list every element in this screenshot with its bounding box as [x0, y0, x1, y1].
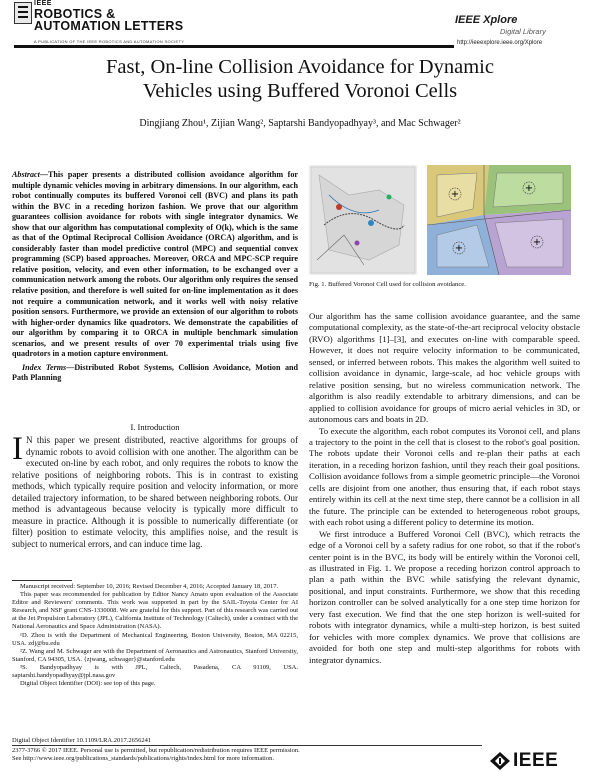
fig-robot-plus: +	[532, 237, 542, 248]
abstract-block	[12, 170, 298, 384]
fig-robot-marker	[387, 195, 392, 200]
abstract-dash: —	[39, 170, 48, 179]
footnote-received: Manuscript received: September 10, 2016; Revised December 4, 2016; Accepted January 18, 2017.	[20, 583, 279, 590]
footnote-author1: ¹D. Zhou is with the Department of Mechanical Engineering, Boston University, Boston, MA 02215, USA. zdj@bu.edu	[12, 631, 298, 647]
fig-robot-plus: +	[524, 183, 534, 194]
footnote-rule	[12, 580, 72, 581]
fig-robot-marker	[336, 204, 342, 210]
abstract-text: This paper presents a distributed collision avoidance algorithm for multiple dynamic vehicles moving in arbitrary dimensions. In our algorithm, each robot continually computes its buffered Voronoi cell (BVC) and plans its path within the BVC in a receding horizon fashion. We prove that our algorithm guarantees collision avoidance for robots with single integrator dynamics. We show that our algorithm has computational complexity of O(k), which is the same as that of the Optimal Reciprocal Collision Avoidance (ORCA) algorithm, and is considerably faster than model predictive control (MPC) and sequential convex programming (SCP) based approaches. Moreover, ORCA and MPC-SCP require relative position, velocity, and even other information, to be exchanged over a communication network among the robots. Our algorithm only requires the sensed relative position, and therefore is well suited for on-line implementation as it does not require a communication network, and it works well with noisy relative position sensors. Furthermore, we provide an extension of our algorithm to robots with higher-order dynamics like quadrotors. We demonstrate the capabilities of our algorithm by comparing it to ORCA in multiple benchmark simulation scenarios, and we present results of over 70 experimental trials using five quadrotors in a motion capture environment.	[12, 170, 298, 359]
xplore-subtitle: Digital Library	[500, 27, 546, 36]
doi-line: Digital Object Identifier 10.1109/LRA.2017.2656241	[12, 737, 152, 744]
fig-robot-marker	[368, 220, 374, 226]
right-paragraph-2: To execute the algorithm, each robot computes its Voronoi cell, and plans a trajectory to the point in the cell that is closest to the robot's goal position. The robots update their Voronoi cells and re-plan their paths at each iteration, in a receding horizon fashion, until they reach their goal positions. Collision avoidance follows from a simple geometric principle—the Voronoi cells are disjoint from one another, thus ensuring that, if each robot stays entirely within its cell at the next time step, there cannot be a collision in all the future. The principle can be extended to heterogeneous robot groups, with each robot using a different policy to determine its motion.	[309, 425, 580, 528]
ieee-logo-text: IEEE	[513, 750, 559, 771]
figure-1-image	[309, 165, 571, 275]
journal-top-label: IEEE	[34, 0, 52, 7]
abstract-label: Abstract	[12, 170, 40, 179]
xplore-url[interactable]: http://ieeexplore.ieee.org/Xplore	[457, 40, 543, 46]
journal-name-line2: AUTOMATION LETTERS	[34, 19, 184, 33]
footnote-doi-note: Digital Object Identifier (DOI): see top of this page.	[20, 680, 156, 688]
footnote-author3: ³S. Bandyopadhyay is with JPL, Caltech, Pasadena, CA 91109, USA. saptarshi.bandyopadhyay@jpl.nasa.gov	[12, 663, 298, 680]
index-terms-label: Index Terms	[22, 362, 67, 372]
figure-1-caption: Fig. 1. Buffered Voronoi Cell used for collision avoidance.	[309, 281, 466, 288]
copyright-block	[12, 747, 482, 764]
footnote-support: This paper was recommended for publication by Editor Nancy Amato upon evaluation of the Associate Editor and Reviewers' comments. This work was supported in part by the SAIL-Toyota Center for AI Research, and NSF grant CNS-1330008. We are grateful for this support. Part of this research was carried out at the Jet Propulsion Laboratory (JPL), California Institute of Technology (Caltech), under a contract with the National Aeronautics and Space Administration (NASA).	[12, 591, 298, 631]
intro-text: this paper we present distributed, reactive algorithms for groups of dynamic robots to avoid collision with one another. The algorithm can be executed on-line by each robot, and only requires the robots to know the relative positions of neighboring robots. This is in contrast to existing methods, which typically require position and velocity information, or more detailed trajectory information, to be shared between neighboring robots. Our method is advantageous because velocity is typically more difficult to measure in practice. Although it is possible to numerically differentiate (or filter) position to estimate velocity, this amplifies noise, and the result is subject to numerical errors, and can induce time lag.	[12, 435, 298, 549]
fig-robot-plus: +	[450, 189, 460, 200]
footnotes	[12, 583, 298, 688]
index-terms-dash: —	[66, 362, 75, 372]
ieee-diamond-icon	[490, 752, 510, 770]
paper-title	[0, 55, 600, 103]
journal-subtitle: A PUBLICATION OF THE IEEE ROBOTICS AND AUTOMATION SOCIETY	[34, 39, 185, 44]
journal-logo-icon	[14, 2, 32, 24]
rights-url[interactable]: See http://www.ieee.org/publications_standards/publications/rights/index.html for more information.	[12, 755, 274, 763]
footnote-author2: ²Z. Wang and M. Schwager are with the Department of Aeronautics and Astronautics, Stanford University, Stanford, CA 94305, USA. {zjwang, schwager}@stanford.edu	[12, 647, 298, 663]
title-line2: Vehicles using Buffered Voronoi Cells	[142, 80, 458, 102]
fig-robot-plus: +	[454, 243, 464, 254]
right-paragraph-1: Our algorithm has the same collision avoidance guarantee, and the same computational complexity, as the state-of-the-art reciprocal velocity obstacle (RVO) algorithms [1]–[3], and executes on-line with comparable speed. However, it does not require velocity information to be communicated, sensed, or inferred between robots. This makes the algorithm well suited to collision avoidance in dynamic, large-scale, ad hoc vehicle groups with relative position sensing, but no wireless communication network. The algorithm is also readily extendable to arbitrary dimensions, and can be applied to collision avoidance for groups of micro aerial vehicles in 3D, or autonomous cars and boats in 2D.	[309, 311, 580, 425]
index-terms-text: Distributed Robot Systems, Collision Avoidance, Motion and Path Planning	[12, 362, 299, 383]
figure-1	[309, 165, 571, 275]
intro-first-word: N	[26, 435, 33, 445]
copyright-text: 2377-3766 © 2017 IEEE. Personal use is permitted, but republication/redistribution requires IEEE permission.	[12, 747, 300, 754]
author-list: Dingjiang Zhou¹, Zijian Wang², Saptarshi Bandyopadhyay³, and Mac Schwager²	[139, 118, 461, 129]
xplore-logo: IEEE Xplore	[455, 14, 518, 26]
bottom-rule	[12, 745, 482, 746]
journal-name	[34, 8, 183, 32]
right-paragraph-3: We first introduce a Buffered Voronoi Cell (BVC), which retracts the edge of a Voronoi cell by a safety radius for one robot, so that if the robot's center point is in the BVC, its body will be entirely within the Voronoi cell, as illustrated in Fig. 1. We propose a receding horizon control approach to plan a path within the BVC while satisfying the relevant dynamic, positional, and input constraints. Furthermore, we show that this receding horizon controller can be solved analytically for a one step time horizon for very fast execution. We find that the one step horizon is well-suited for robots with integrator dynamics, while a multi-step horizon, is best suited for vehicles with more complex dynamics. We prove that collisions are avoided for both one step and multi-step algorithms for robots with integrator dynamics.	[309, 528, 580, 665]
title-line1: Fast, On-line Collision Avoidance for Dynamic	[106, 56, 494, 78]
fig-robot-marker	[355, 241, 360, 246]
header-rule	[14, 45, 454, 48]
section-heading-introduction: I. Introduction	[130, 422, 180, 432]
dropcap-letter: I	[12, 431, 23, 467]
journal-name-line1: ROBOTICS &	[34, 7, 116, 21]
right-column	[309, 311, 580, 666]
intro-paragraph	[12, 431, 298, 550]
